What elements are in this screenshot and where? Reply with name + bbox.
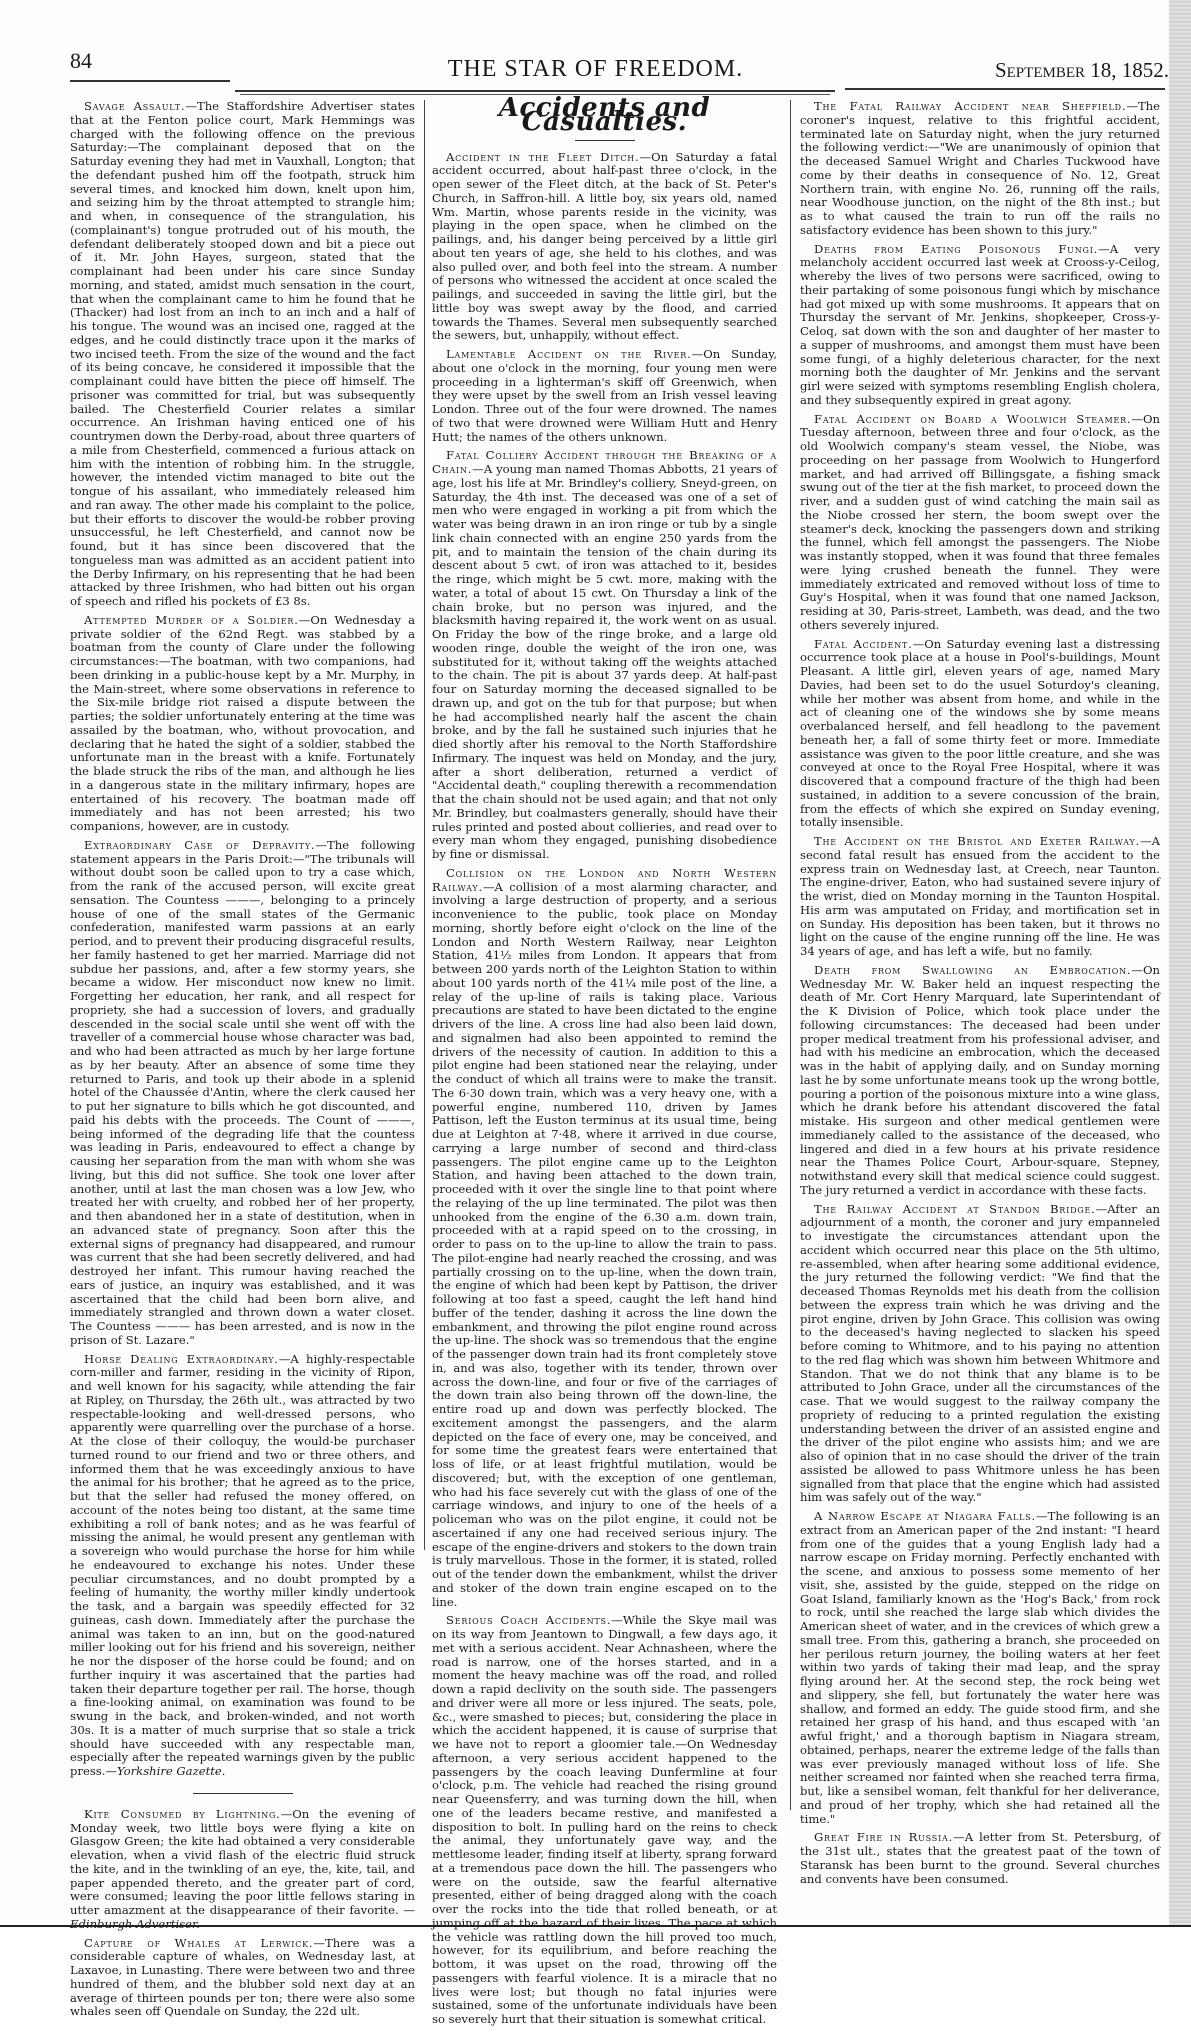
article-body: —There was a considerable capture of whales, on Wednesday last, at Laxavoe, in Lunasting. There were between two and three hundred of them, and the blubber sold next day at an average of thirteen pounds per ton; there were also some whales seen off Quendale on Sunday, the 22d ult. <box>70 1935 415 2019</box>
column-1 <box>70 100 415 2024</box>
article-sheffield-railway <box>800 100 1160 238</box>
article-woolwich-steamer <box>800 413 1160 633</box>
article-headline: The Railway Accident at Standon Bridge. <box>814 1201 1096 1216</box>
article-body: —The following is an extract from an American paper of the 2nd instant: "I heard from one of the guides that a young English lady had a narrow escape on Friday morning. Perfectly enchanted with the scene, and anxious to possess some memento of her visit, she, assisted by the guide, stepped on the ridge on Goat Island, familiarly known as the 'Hog's Back,' from rock to rock, until she reached the large slab which divides the American sheet of water, and in the crevices of which grew a small tree. From this, gathering a branch, she proceeded on her perilous return journey, the boiling waters at her feet within two yards of taking their mad leap, and the spray flying around her. At the second step, the rock being wet and slippery, she fell, but fortunately the water here was shallow, and formed an eddy. The guide stood firm, and she retained her grasp of his hand, and thus escaped with 'an awful fright,' and a thorough baptism in Niagara stream, obtained, perhaps, nearer the extreme ledge of the falls than was ever previously managed without loss of life. She neither screamed nor fainted when she reached terra firma, but, like a sensibel woman, felt thankful for her deliverance, and proud of her trophy, which she had retained all the time." <box>800 1509 1160 1826</box>
article-body: —On Saturday evening last a distressing occurrence took place at a house in Pool's-buildings, Mount Pleasant. A little girl, eleven years of age, named Mary Davies, had been set to do the usuel Soturdoy's cleaning, while her mother was absent from home, and while in the act of cleaning one of the windows she by some means overbalanced herself, and fell headlong to the pavement beneath her, a fall of some thirty feet or more. Immediate assistance was given to the poor little creature, and she was conveyed at once to the Royal Free Hospital, where it was discovered that a compound fracture of the thigh had been sustained, in addition to a severe concussion of the brain, from the effects of which she expired on Sunday evening, totally insensible. <box>800 636 1160 830</box>
article-headline: The Fatal Railway Accident near Sheffield. <box>814 99 1127 113</box>
article-coach-accidents <box>432 1614 777 2027</box>
section-title: Accidents and Casualties. <box>498 93 711 137</box>
article-headline: Serious Coach Accidents. <box>446 1613 612 1628</box>
header-rule-left <box>70 80 230 82</box>
article-niagara-falls <box>800 1510 1160 1826</box>
article-body: —After an adjournment of a month, the coroner and jury empanneled to investigate the circumstances attendant upon the accident which occurred near this place on the 5th ultimo, re-assembled, when after hearing some additional evidence, the jury returned the following verdict: "We find that the deceased Thomas Reynolds met his death from the collision between the express train which he was driving and the pirot engine, driven by John Grace. This collision was owing to the deceased's having neglected to slacken his speed before coming to Whitmore, and to his paying no attention to the red flag which was shown him between Whitmore and Standon. That we do not think that any blame is to be attributed to John Grace, under all the circumstances of the case. That we would suggest to the railway company the propriety of reducing to a printed regulation the existing understanding between the driver of an assisted engine and the driver of the pilot engine who assists him; and we are also of opinion that in no case should the driver of the train assisted be allowed to pass Whitmore unless he has been signalled from that place that the engine which had assisted him was safely out of the way." <box>800 1201 1160 1505</box>
article-colliery-accident <box>432 449 777 862</box>
article-body: —On Wednesday a private soldier of the 62nd Regt. was stabbed by a boatman from the county of Clare under the following circumstances:—The boatman, with two companions, had been drinking in a public-house kept by a Mr. Murphy, in the Main-street, where some observations in reference to the Six-mile bridge riot raised a dispute between the parties; the soldier unfortunately entering at the time was assailed by the boatman, who, without provocation, and declaring that he hated the sight of a soldier, stabbed the unfortunate man in the breast with a knife. Fortunately the blade struck the ribs of the man, and although he lies in a dangerous state in the military infirmary, hopes are entertained of his recovery. The boatman made off immediately and has not been arrested; his two companions, however, are in custody. <box>70 612 415 833</box>
article-standon-bridge <box>800 1203 1160 1506</box>
article-body: —The Staffordshire Advertiser states that at the Fenton police court, Mark Hemmings was charged with the following offence on the previous Saturday:—The complainant deposed that on the Saturday evening they had met in Vauxhall, Longton; that the defendant pushed him off the footpath, struck him several times, and knocked him down, knelt upon him, and seizing him by the throat attempted to strangle him; and when, in consequence of the strangulation, his (complainant's) tongue protruded out of his mouth, the defendant deliberately stooped down and bit a piece out of it. Mr. John Hayes, surgeon, stated that the complainant had been under his care since Sunday morning, and stated, amidst much sensation in the court, that when the complainant came to him he found that he (Thacker) had lost from an inch to an inch and a half of his tongue. The wound was an incised one, ragged at the edges, and he could distinctly trace upon it the marks of two incised teeth. From the size of the wound and the fact of its being concave, he considered it impossible that the complainant could have bitten the piece off himself. The prisoner was committed for trial, but was subsequently bailed. The Chesterfield Courier relates a similar occurrence. An Irishman having enticed one of his countrymen down the Derby-road, about three quarters of a mile from Chesterfield, commenced a furious attack on him with the intention of robbing him. In the struggle, however, the intended victim managed to bite out the tongue of his assailant, who immediately released him and ran away. The other made his complaint to the police, but their efforts to discover the would-be robber proving unsuccessful, he left Chesterfield, and cannot now be found, but it has since been discovered that the tongueless man was admitted as an accident patient into the Derby Infirmary, on his representing that he had been attacked by three Irishmen, who had bitten out his organ of speech and rifled his pockets of £3 8s. <box>70 99 415 608</box>
article-fire-russia <box>800 1831 1160 1886</box>
paper-title: THE STAR OF FREEDOM. <box>447 56 744 82</box>
column-divider-2 <box>790 100 791 1810</box>
article-river-accident <box>432 348 777 444</box>
article-headline: Kite Consumed by Lightning. <box>84 1806 281 1821</box>
header-rule-center <box>235 90 835 92</box>
section-divider <box>193 1793 293 1794</box>
article-body: —A highly-respectable corn-miller and farmer, residing in the vicinity of Ripon, and well known for his sagacity, while attending the fair at Ripley, on Thursday, the 26th ult., was attracted by two respectable-looking and well-dressed persons, who apparently were quarrelling over the purchase of a horse. At the close of their colloquy, the would-be purchaser turned round to our friend and two or three others, and informed them that he was exceedingly anxious to have the animal for his brother; that he agreed as to the price, but that the seller had refused the money offered, on account of the notes being too distant, at the same time exhibiting a roll of bank notes; and as he was fearful of missing the animal, he would present any gentleman with a sovereign who would purchase the horse for him while he endeavoured to exchange his notes. Under these peculiar circumstances, and no doubt prompted by a feeling of humanity, the worthy miller kindly undertook the task, and a bargain was speedily effected for 32 guineas, cash down. Immediately after the purchase the animal was taken to an inn, but on the good-natured miller looking out for his friend and his sovereign, neither he nor the disposer of the horse could be found; and on further inquiry it was ascertained that the parties had taken their departure together per rail. The horse, though a fine-looking animal, on examination was found to be swung in the back, and broken-winded, and not worth 30s. It is a matter of much surprise that so stale a trick should have succeeded with any respectable man, especially after the repeated warnings given by the public press. <box>70 1351 415 1778</box>
page-number: 84 <box>70 48 92 73</box>
article-headline: Deaths from Eating Poisonous Fungi. <box>814 241 1099 256</box>
article-embrocation <box>800 964 1160 1198</box>
article-body: —On the evening of Monday week, two little boys were flying a kite on Glasgow Green; the kite had obtained a very considerable elevation, when a vivid flash of the electric fluid struck the kite, and in the twinkling of an eye, the, kite, tail, and paper appended thereto, and the greater part of cord, were consumed; leaving the poor little fellows staring in utter amazment at the disappearance of their favorite. <box>70 1806 415 1917</box>
article-body: —A second fatal result has ensued from the accident to the express train on Wednesday last, at Creech, near Taunton. The engine-driver, Eaton, who had sustained severe injury of the wrist, died on Monday morning in the Taunton Hospital. His arm was amputated on Friday, and mortification set in on Sunday. His deposition has been taken, but it throws no light on the cause of the engine running off the line. He was 34 years of age, and has left a wife, but no family. <box>800 834 1160 958</box>
article-whales-lerwick <box>70 1937 415 2020</box>
article-poisonous-fungi <box>800 243 1160 408</box>
article-body: —On Saturday a fatal accident occurred, about half-past three o'clock, in the open sewer of the Fleet ditch, at the back of St. Peter's Church, in Saffron-hill. A little boy, six years old, named Wm. Martin, whose parents reside in the vicinity, was playing in the open space, when he climbed on the pailings, and, his danger being perceived by a little girl about ten years of age, she held to his clothes, and was also pulled over, and both feel into the stream. A number of persons who witnessed the accident at once scaled the pailings, and succeeded in saving the little girl, but the little boy was swept away by the flood, and carried towards the Thames. Several men subsequently searched the sewers, but, unhappily, without effect. <box>432 149 777 343</box>
article-source: —Yorkshire Gazette. <box>105 1764 226 1778</box>
article-body: —The coroner's inquest, relative to this frightful accident, terminated late on Saturday night, when the jury returned the following verdict:—"We are unanimously of opinion that the deceased Samuel Wright and Charles Tuckwood have come by their deaths in consequence of No. 12, Great Northern train, with engine No. 26, running off the rails, near Woodhouse junction, on the night of the 8th inst.; but as to what caused the train to run off the rails no satisfactory evidence has been shown to this jury." <box>800 99 1160 237</box>
article-body: —On Wednesday Mr. W. Baker held an inquest respecting the death of Mr. Cort Henry Marquard, late Superintendant of the K Division of Police, which took place under the following circumstances: The deceased had been under proper medical treatment from his professional adviser, and had with his medicine an embrocation, which the deceased was in the habit of applying daily, and on Sunday morning last he by some unfortunate means took up the wrong bottle, pouring a portion of the poisonous mixture into a wine glass, which he drank before his attendant discovered the fatal mistake. His surgeon and other medical gentlemen were immedianely called to the assistance of the deceased, who lingered and died in a few hours at his private residence near the Thames Police Court, Arbour-square, Stepney, notwithstand every skill that medical science could suggest. The jury returned a verdict in accordance with these facts. <box>800 962 1160 1197</box>
article-headline: A Narrow Escape at Niagara Falls. <box>814 1509 1037 1523</box>
page-edge-scan-shadow <box>1169 0 1191 1927</box>
article-savage-assault <box>70 100 415 609</box>
article-fleet-ditch <box>432 151 777 344</box>
article-source: —Edinburgh Advertiser. <box>70 1903 416 1931</box>
article-headline: Extraordinary Case of Depravity. <box>84 837 316 852</box>
article-bristol-exeter <box>800 835 1160 959</box>
article-headline: Fatal Accident. <box>814 636 913 651</box>
article-headline: Death from Swallowing an Embrocation. <box>814 962 1132 977</box>
issue-date: September 18, 1852. <box>994 58 1169 82</box>
title-rule <box>575 140 635 141</box>
header-rule-right <box>845 88 1165 90</box>
article-headline: Attempted Murder of a Soldier. <box>84 612 299 627</box>
article-body: —A letter from St. Petersburg, of the 31st ult., states that the greatest paat of the town of Staransk has been burnt to the ground. Several churches and convents have been consumed. <box>800 1830 1160 1886</box>
article-headline: Lamentable Accident on the River. <box>446 347 692 361</box>
article-body: —A young man named Thomas Abbotts, 21 years of age, lost his life at Mr. Brindley's colliery, Sneyd-green, on Saturday, the 4th inst. The deceased was one of a set of men who were engaged in working a pit from which the water was being drawn in an iron ringe or tub by a single link chain connected with an engine 250 yards from the pit, and to maintain the tension of the chain during its descent about 5 cwt. of iron was attached to it, besides the ringe, which might be 5 cwt. more, making with the water, a total of about 15 cwt. On Thursday a link of the chain broke, but no person was injured, and the blacksmith having repaired it, the work went on as usual. On Friday the bow of the ringe broke, and a large old wooden ringe, double the weight of the iron one, was substituted for it, without taking off the weights attached to the chain. The pit is about 37 yards deep. At half-past four on Saturday morning the deceased signalled to be drawn up, and got on the tub for that purpose; but when he had accomplished nearly half the ascent the chain broke, and by the fall he sustained such injuries that he died shortly after his removal to the North Staffordshire Infirmary. The inquest was held on Monday, and the jury, after a short deliberation, returned a verdict of "Accidental death," coupling therewith a recommendation that the chain should not be used again; and that not only Mr. Brindley, but coalmasters generally, should have their rules printed and posted about collieries, and read over to every man whom they engaged, punishing disobedience by fine or dismissal. <box>432 462 777 861</box>
article-headline: Fatal Colliery Accident through the Breaking of a Chain. <box>432 448 777 476</box>
article-body: —While the Skye mail was on its way from Jeantown to Dingwall, a few days ago, it met with a serious accident. Near Achnasheen, where the road is narrow, one of the horses started, and in a moment the heavy machine was off the road, and rolled down a rapid declivity on the south side. The passengers and driver were all more or less injured. The seats, pole, &c., were smashed to pieces; but, considering the place in which the accident happened, it is cause of surprise that we have not to report a gloomier tale.—On Wednesday afternoon, a very serious accident happened to the passengers by the coach leaving Dunfermline at four o'clock, p.m. The vehicle had reached the rising ground near Queensferry, and was turning down the hill, when one of the leaders became restive, and manifested a disposition to bolt. In pulling hard on the reins to check the animal, they unfortunately gave way, and the mettlesome leader, finding itself at liberty, sprang forward at a tremendous pace down the hill. The passengers who were on the outside, saw the fearful alternative presented, either of being dragged along with the coach over the rocks into the tide that rolled beneath, or at jumping off at the hazard of their lives. The pace at which the vehicle was rattling down the hill proved too much, however, for its equilibrium, and before reaching the bottom, it was upset on the road, throwing off the passengers with fearful violence. It is a miracle that no lives were lost; but though no fatal injuries were sustained, some of the unfortunate individuals have been so severely hurt that their situation is somewhat critical. <box>432 1613 777 2026</box>
column-2 <box>432 93 778 2032</box>
article-headline: Accident in the Fleet Ditch. <box>446 149 640 164</box>
article-body: —A very melancholy accident occurred last week at Crooss-y-Ceilog, whereby the lives of two persons were sacrificed, owing to their partaking of some poisonous fungi which by mischance had got mixed up with some mushrooms. It appears that on Thursday the servant of Mr. Jenkins, shopkeeper, Cross-y-Celoq, sat down with the son and daughter of her master to a supper of mushrooms, and amongst them must have been some fungi, of a highly deleterious character, for the next morning both the daughter of Mr. Jenkins and the servant girl were seized with symptoms resembling English cholera, and they subsequently expired in great agony. <box>800 241 1161 407</box>
article-body: —A collision of a most alarming character, and involving a large destruction of property, and a serious inconvenience to the public, took place on Monday morning, shortly before eight o'clock on the line of the London and North Western Railway, near Leighton Station, 41½ miles from London. It appears that from between 200 yards north of the Leighton Station to within about 100 yards north of the 41¼ mile post of the line, a relay of the up-line of rails is taking place. Various precautions are stated to have been dictated to the engine drivers of the line. A cross line had also been laid down, and signalmen had also been appointed to remind the drivers of the necessity of caution. In addition to this a pilot engine had been stationed near the relaying, under the conduct of which all trains were to make the transit. The 6·30 down train, which was a very heavy one, with a powerful engine, numbered 110, driven by James Pattison, left the Euston terminus at its usual time, being due at Leighton at 7·48, where it arrived in due course, carrying a large number of second and third-class passengers. The pilot engine came up to the Leighton Station, and having been attached to the down train, proceeded with it over the single line to that point where the relaying of the up line terminated. The pilot was then unhooked from the engine of the 6.30 a.m. down train, proceeded with at a rapid speed on to the crossing, in order to pass on to the up-line to allow the train to pass. The pilot-engine had nearly reached the crossing, and was partially crossing on to the up-line, when the down train, the engine of which had been kept by Pattison, the driver following at too fast a speed, caught the left hand hind buffer of the tender, dashing it across the line down the embankment, and throwing the pilot engine round across the up-line. The shock was so tremendous that the engine of the passenger down train had its front completely stove in, and was also, together with its tender, thrown over across the down-line, and four or five of the carriages of the down train also being thrown off the down-line, the entire road up and down was perfectly blocked. The excitement amongst the passengers, and the alarm depicted on the face of every one, may be conceived, and for some time the greatest fears were entertained that loss of life, or at least frightful mutilation, would be discovered; but, with the exception of one gentleman, who had his face severely cut with the glass of one of the carriage windows, and injury to one of the heels of a policeman who was on the pilot engine, it could not be ascertained if any one had received serious injury. The escape of the engine-drivers and stokers to the down train is truly marvellous. Those in the former, it is stated, rolled out of the tender down the embankment, whilst the driver and stoker of the down train engine escaped on to the line. <box>432 879 777 1609</box>
masthead <box>0 28 1191 88</box>
article-kite-lightning <box>70 1808 415 1932</box>
column-divider-1 <box>424 100 425 1550</box>
article-body: —The following statement appears in the Paris Droit:—"The tribunals will without doubt soon be called upon to try a case which, from the rank of the accused person, will excite great sensation. The Countess ———, belonging to a princely house of one of the small states of the Germanic confederation, manifested warm passions at an early period, and to prevent their producing disgraceful results, her family hastened to get her married. Marriage did not subdue her passions, and, after a few stormy years, she became a widow. Her misconduct now knew no limit. Forgetting her education, her rank, and all respect for propriety, she had a succession of lovers, and gradually descended in the social scale until she went off with the traveller of a commercial house whose character was bad, and who had been attracted as much by her large fortune as by her beauty. After an absence of some time they returned to Paris, and took up their abode in a splenid hotel of the Chaussée d'Antin, where the clerk caused her to put her signature to bills which he got discounted, and paid his debts with the proceeds. The Count of ———, being informed of the degrading life that the countess was leading in Paris, endeavoured to effect a change by causing her separation from the man with whom she was living, but this did not suffice. She took one lover after another, until at last the man chosen was a low Jew, who treated her with cruelty, and robbed her of her property, and then abandoned her in a state of destitution, when in an advanced state of pregnancy. Soon after this the external signs of pregnancy had disappeared, and rumour was current that she had been secretly delivered, and had destroyed her infant. This rumour having reached the ears of justice, an inquiry was established, and it was ascertained that the child had been born alive, and immediately strangled and thrown down a water closet. The Countess ——— has been arrested, and is now in the prison of St. Lazare." <box>70 837 416 1347</box>
article-body: —On Tuesday afternoon, between three and four o'clock, as the old Woolwich company's steam vessel, the Niobe, was proceeding on her passage from Woolwich to Hungerford market, and had arrived off Billingsgate, a fishing smack swung out of the tier at the fish market, to proceed down the river, and a sudden gust of wind catching the main sail as the Niobe crossed her stern, the boom swept over the steamer's deck, knocking the passengers down and striking the funnel, which fell amongst the passengers. The Niobe was instantly stopped, when it was found that three females were lying crushed beneath the funnel. They were immediately extricated and removed without loss of time to Guy's Hospital, when it was found that one named Jackson, residing at 30, Paris-street, Lambeth, was dead, and the two others severely injured. <box>800 411 1160 632</box>
article-body: —On Sunday, about one o'clock in the morning, four young men were proceeding in a lighterman's skiff off Greenwich, when they were upset by the swell from an Irish vessel leaving London. Three out of the four were drowned. The names of two that were drowned were William Hutt and Henry Hutt; the names of the others unknown. <box>432 347 778 444</box>
article-headline: Fatal Accident on Board a Woolwich Steamer. <box>814 411 1132 426</box>
article-fatal-accident <box>800 638 1160 831</box>
article-lnwr-collision <box>432 867 777 1610</box>
article-headline: Savage Assault. <box>84 99 186 113</box>
article-headline: Great Fire in Russia. <box>814 1830 954 1845</box>
column-3 <box>800 100 1160 1891</box>
article-headline: The Accident on the Bristol and Exeter Railway. <box>814 834 1141 848</box>
article-headline: Collision on the London and North Western Railway. <box>432 865 777 894</box>
article-headline: Horse Dealing Extraordinary. <box>84 1351 279 1366</box>
article-headline: Capture of Whales at Lerwick. <box>84 1935 314 1950</box>
article-horse-dealing <box>70 1353 415 1779</box>
article-attempted-murder <box>70 614 415 834</box>
article-depravity <box>70 839 415 1348</box>
